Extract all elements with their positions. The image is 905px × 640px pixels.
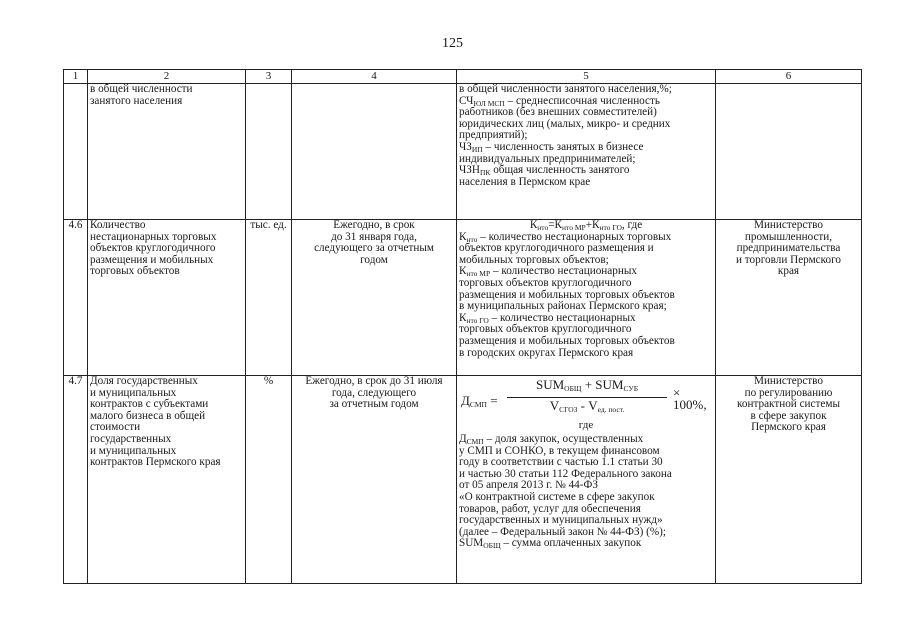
responsible-cell xyxy=(716,376,862,584)
text-line: $Д_{СМП}$ – доля закупок, осуществленных xyxy=(459,433,644,446)
text-line: $К_{нто}$ – количество нестационарных торговых xyxy=(459,230,672,244)
subscript: СУБ xyxy=(623,384,639,393)
subscript: ИП xyxy=(471,144,483,154)
indicator-name xyxy=(88,376,246,584)
subscript: нто МР xyxy=(466,269,491,279)
text-line: государственных и муниципальных нужд» xyxy=(459,514,663,527)
text-line: размещения и мобильных торговых объектов xyxy=(459,334,675,347)
header-cell: 3 xyxy=(246,70,292,84)
text-line: размещения и мобильных xyxy=(90,253,214,266)
text-line: в городских округах Пермского края xyxy=(459,346,634,359)
subscript: нто xyxy=(537,223,549,232)
text-line: государственных xyxy=(90,432,172,445)
text-line: «О контрактной системе в сфере закупок xyxy=(459,490,655,503)
indicator-name xyxy=(88,84,246,220)
text-line: в муниципальных районах Пермского края; xyxy=(459,300,667,313)
subscript: ОБЩ xyxy=(564,384,582,393)
subscript: нто ГО xyxy=(466,315,489,325)
row-number: 4.6 xyxy=(64,220,88,376)
subscript: ПК xyxy=(479,168,491,178)
header-cell: 1 xyxy=(64,70,88,84)
subscript: ЮЛ МСП xyxy=(473,98,505,108)
unit-cell: тыс. ед. xyxy=(246,220,292,376)
header-cell: 6 xyxy=(716,70,862,84)
header-cell: 2 xyxy=(88,70,246,84)
table-row xyxy=(64,376,862,584)
text-line: и муниципальных xyxy=(90,386,177,399)
text-line: предприятий); xyxy=(459,129,528,142)
subscript: нто ГО xyxy=(599,223,622,232)
text-line: $ЧЗ_{ИП}$ – численность занятых в бизнесе xyxy=(459,140,644,154)
share-formula xyxy=(459,378,713,434)
text-line: занятого населения xyxy=(90,94,183,107)
text-line: населения в Пермском крае xyxy=(459,175,591,188)
formula-line: $К_{нто}=К_{нто МР}+К_{нто ГО}$, где xyxy=(529,219,643,232)
text-line: стоимости xyxy=(90,421,141,434)
subscript: нто МР xyxy=(562,223,586,232)
text-line: Ежегодно, в срок xyxy=(333,219,415,231)
text-line: $СЧ_{ЮЛ МСП}$ – среднесписочная численность xyxy=(459,94,661,108)
text-line: объектов круглогодичного xyxy=(90,242,216,255)
subscript: СМП xyxy=(469,400,487,409)
table-row xyxy=(64,84,862,220)
text-line: года, следующего xyxy=(331,386,417,399)
unit-cell xyxy=(246,84,292,220)
text-line: годом xyxy=(360,253,388,266)
text-line: Ежегодно, в срок до 31 июля xyxy=(305,375,443,387)
formula-numerator: $SUM_{ОБЩ} + SUM_{СУБ}$ xyxy=(535,377,639,393)
method-cell xyxy=(457,376,716,584)
formula-tail: × 100%, xyxy=(673,385,707,412)
text-line: у СМП и СОНКО, в текущем финансовом xyxy=(459,444,660,457)
indicators-table xyxy=(63,69,862,584)
text-line: товаров, работ, услуг для обеспечения xyxy=(459,502,641,515)
responsible-cell xyxy=(716,220,862,376)
row-number xyxy=(64,84,88,220)
text-line: нестационарных торговых xyxy=(90,230,217,243)
subscript: СМП xyxy=(466,437,484,446)
subscript: нто xyxy=(466,234,478,244)
table-row xyxy=(64,220,862,376)
header-row xyxy=(64,70,862,84)
text-line: году в соответствии с частью 1.1 статьи 30 xyxy=(459,456,663,469)
text-line: и муниципальных xyxy=(90,444,177,457)
subscript: ед. пост. xyxy=(597,405,625,414)
header-cell: 4 xyxy=(292,70,457,84)
text-line: размещения и мобильных торговых объектов xyxy=(459,288,675,301)
text-line: торговых объектов xyxy=(90,265,180,278)
text-line: торговых объектов круглогодичного xyxy=(459,323,632,336)
text-line: в общей численности занятого населения,%; xyxy=(459,83,672,95)
header-cell: 5 xyxy=(457,70,716,84)
period-cell xyxy=(292,84,457,220)
method-cell xyxy=(457,84,716,220)
text-line: мобильных торговых объектов; xyxy=(459,253,609,266)
text-line: за отчетным годом xyxy=(329,398,419,411)
period-cell xyxy=(292,220,457,376)
text-line: контрактной системы xyxy=(737,398,840,411)
formula-where: где xyxy=(578,419,594,431)
text-line: в общей численности xyxy=(90,83,193,95)
method-text xyxy=(459,434,713,550)
indicator-name xyxy=(88,220,246,376)
formula-denominator: $V_{СГОЗ} - V_{ед. пост.}$ xyxy=(549,398,625,414)
text-line: Доля государственных xyxy=(90,375,198,387)
text-line: контрактов с субъектами xyxy=(90,398,209,411)
period-cell xyxy=(292,376,457,584)
text-line: $ЧЗН_{ПК}$ общая численность занятого xyxy=(459,164,630,178)
text-line: $К_{нто МР}$ – количество нестационарных xyxy=(459,265,637,279)
text-line: в сфере закупок xyxy=(750,409,827,422)
formula-lhs: $Д_{СМП}$ = xyxy=(461,393,498,409)
text-line: индивидуальных предпринимателей; xyxy=(459,152,636,165)
text-line: Министерство xyxy=(754,375,823,387)
text-line: промышленности, xyxy=(744,230,833,243)
subscript: ОБЩ xyxy=(483,541,501,551)
text-line: Количество xyxy=(90,219,146,231)
text-line: по регулированию xyxy=(744,386,833,399)
text-line: до 31 января года, xyxy=(331,230,417,243)
text-line: следующего за отчетным xyxy=(314,242,434,255)
text-line: контрактов Пермского края xyxy=(90,456,221,469)
text-line: от 05 апреля 2013 г. № 44-ФЗ xyxy=(459,479,598,492)
page-number: 125 xyxy=(442,36,463,51)
text-line: и торговли Пермского xyxy=(736,253,841,266)
method-cell xyxy=(457,220,716,376)
text-line: юридических лиц (малых, микро- и средних xyxy=(459,117,671,130)
method-text xyxy=(459,232,713,360)
text-line: Пермского края xyxy=(751,421,826,434)
unit-cell: % xyxy=(246,376,292,584)
subscript: СГОЗ xyxy=(559,405,578,414)
text-line: (далее – Федеральный закон № 44-ФЗ) (%); xyxy=(459,525,666,538)
text-line: предпринимательства xyxy=(736,242,841,255)
text-line: работников (без внешних совместителей) xyxy=(459,106,657,119)
text-line: $К_{нто ГО}$ – количество нестационарных xyxy=(459,311,636,325)
text-line: Министерство xyxy=(754,219,823,231)
responsible-cell xyxy=(716,84,862,220)
text-line: объектов круглогодичного размещения и xyxy=(459,242,654,255)
text-line: торговых объектов круглогодичного xyxy=(459,276,632,289)
text-line: и частью 30 статьи 112 Федерального закона xyxy=(459,467,672,480)
row-number: 4.7 xyxy=(64,376,88,584)
text-line: малого бизнеса в общей xyxy=(90,409,206,422)
text-line: края xyxy=(777,265,800,278)
text-line: $SUM_{ОБЩ}$ – сумма оплаченных закупок xyxy=(459,537,642,551)
